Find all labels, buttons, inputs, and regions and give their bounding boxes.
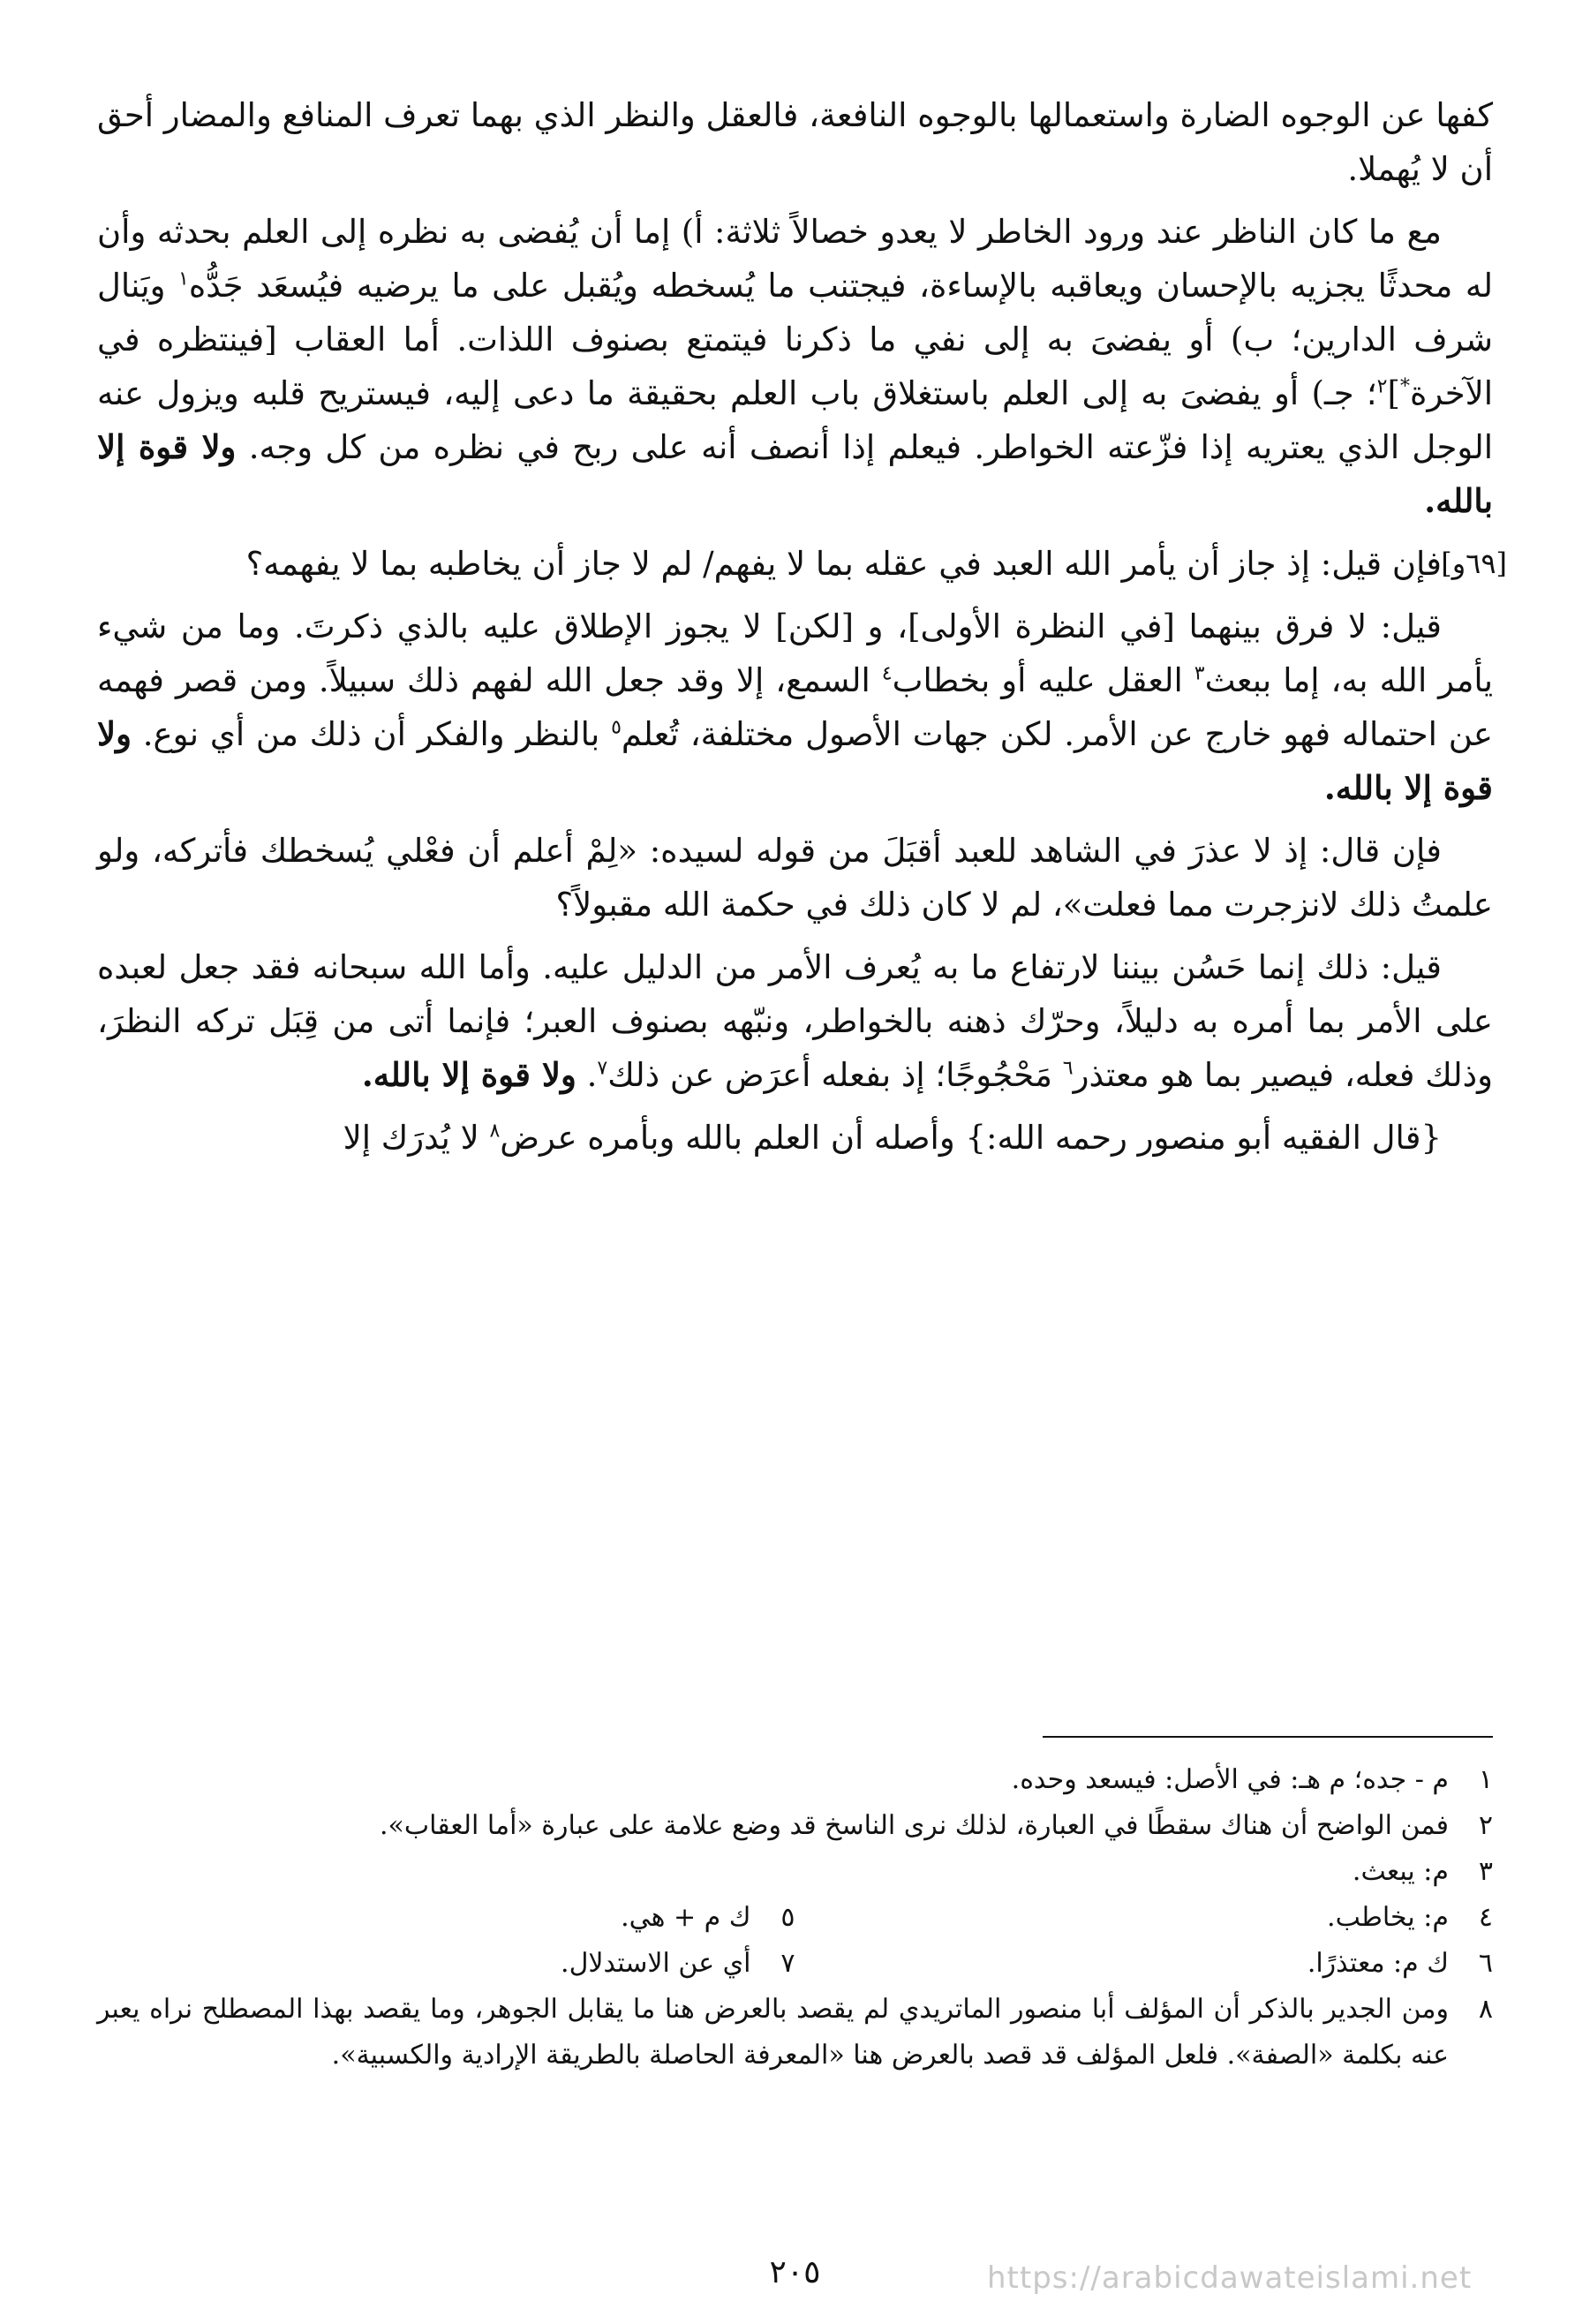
paragraph-5-text: فإن قال: إذ لا عذرَ في الشاهد للعبد أقبَلَ من قوله لسيده: «لِمْ أعلم أن فعْلي يُسخطك فأتركه، ولو علمتُ ذلك لانزجرت مما فعلت»، لم لا كان ذلك في حكمة الله مقبولاً؟: [97, 832, 1493, 924]
footnotes: [97, 1757, 1493, 2079]
paragraph-7: [97, 1111, 1493, 1165]
footnote-ref-3: ٣: [1194, 662, 1205, 685]
footnote-2: [97, 1803, 1493, 1849]
footnote-number: ٦: [1478, 1948, 1493, 1979]
asterisk-mark: *: [1399, 375, 1410, 398]
footnote-row-4-5: [97, 1895, 1493, 1941]
footnote-ref-8: ٨: [489, 1120, 501, 1143]
footnote-ref-5: ٥: [611, 716, 622, 739]
footnote-number: ٤: [1478, 1902, 1493, 1933]
paragraph-2: [97, 205, 1493, 528]
footnote-text: ومن الجدير بالذكر أن المؤلف أبا منصور الماتريدي لم يقصد بالعرض هنا ما يقابل الجوهر، وما يقصد بهذا المصطلح نراه يعبر عنه بكلمة «الصفة». فلعل المؤلف قد قصد بالعرض هنا «المعرفة الحاصلة بالطريقة الإرادية والكسبية».: [97, 1994, 1449, 2071]
paragraph-6-text-a: قيل: ذلك إنما حَسُن بيننا لارتفاع ما به يُعرف الأمر من الدليل عليه. وأما الله سبحانه فقد جعل لعبده على الأمر بما أمره به دليلاً، وحرّك ذهنه بالخواطر، ونبّهه بصنوف العبر؛ فإنما أتى من قِبَل تركه النظرَ، وذلك فعله، فيصير بما هو معتذر: [97, 948, 1493, 1094]
footnote-number: ٣: [1478, 1856, 1493, 1887]
paragraph-2-text-b: ويَنال شرف الدارين؛ ب) أو يفضىَ به إلى نفي ما ذكرنا فيتمتع بصنوف اللذات. أما العقاب [فينتظره في الآخرة: [97, 267, 1493, 412]
footnote-ref-2: ٢: [1376, 375, 1388, 398]
paragraph-5: [97, 824, 1493, 932]
footnote-ref-1: ١: [178, 268, 189, 290]
footnote-1: [97, 1757, 1493, 1803]
paragraph-4-text-b: العقل عليه أو بخطاب: [892, 661, 1194, 699]
manuscript-folio-ref: [٦٩و]: [1441, 547, 1507, 580]
footnote-text: ك م: معتذرًا.: [1307, 1948, 1449, 1979]
paragraph-4-text-d: بالنظر والفكر أن ذلك من أي نوع.: [142, 715, 612, 753]
footnote-number: ١: [1478, 1764, 1493, 1795]
paragraph-6-closing: ولا قوة إلا بالله.: [361, 1055, 576, 1094]
paragraph-6: [97, 940, 1493, 1102]
main-text: [97, 88, 1507, 1173]
footnote-number: ٨: [1478, 1994, 1493, 2025]
paragraph-2-text-d: ؛ جـ) أو يفضىَ به إلى العلم باستغلاق باب العلم بحقيقة ما دعى إليه، فيستريح قلبه ويزول عنه الوجل الذي يعتريه إذا فزّعته الخواطر. فيعلم إذا أنصف أنه على ربح في نظره من كل وجه.: [97, 374, 1493, 466]
paragraph-6-text-b: مَحْجُوجًا؛ إذ بفعله أعرَض عن ذلك: [607, 1056, 1063, 1094]
paragraph-7-text-a: {قال الفقيه أبو منصور رحمه الله:} وأصله أن العلم بالله وبأمره عرض: [500, 1119, 1442, 1157]
footnote-text: م: يخاطب.: [1327, 1902, 1449, 1933]
footnote-number: ٧: [780, 1948, 795, 1979]
paragraph-7-text-b: لا يُدرَك إلا: [343, 1119, 490, 1157]
paragraph-1-text: كفها عن الوجوه الضارة واستعمالها بالوجوه النافعة، فالعقل والنظر الذي بهما تعرف المنافع والمضار أحق أن لا يُهملا.: [97, 96, 1493, 188]
footnote-ref-7: ٧: [597, 1057, 608, 1080]
paragraph-4-text-a: قيل: لا فرق بينهما [في النظرة الأولى]، و [لكن] لا يجوز الإطلاق عليه بالذي ذكرتَ. وما من شيء يأمر الله به، إما ببعث: [97, 607, 1493, 699]
footnote-number: ٢: [1478, 1810, 1493, 1841]
footnote-text: م: يبعث.: [1352, 1856, 1449, 1887]
footnote-divider: [1043, 1736, 1493, 1738]
paragraph-1: [97, 88, 1493, 196]
paragraph-4-text-c: السمع، إلا وقد جعل الله لفهم ذلك سبيلاً. ومن قصر فهمه عن احتماله فهو خارج عن الأمر. لكن جهات الأصول مختلفة، تُعلم: [97, 661, 1494, 753]
footnote-ref-4: ٤: [881, 662, 893, 685]
footnote-text: م - جده؛ م هـ: في الأصل: فيسعد وحده.: [1011, 1764, 1449, 1795]
paragraph-6-text-c: .: [576, 1056, 598, 1094]
paragraph-4-closing: ولا قوة إلا بالله.: [97, 714, 1493, 807]
footnote-row-6-7: [97, 1941, 1493, 1987]
paragraph-4: [97, 600, 1493, 815]
footnote-ref-6: ٦: [1062, 1057, 1074, 1080]
footnote-text: أي عن الاستدلال.: [561, 1948, 751, 1979]
footnote-8: [97, 1987, 1493, 2079]
paragraph-2-closing: ولا قوة إلا بالله.: [97, 427, 1493, 520]
footnote-7: [97, 1941, 795, 1987]
paragraph-2-bracket: ]: [1387, 374, 1400, 412]
page-number: ٢٠٥: [769, 2254, 821, 2290]
paragraph-2-text-a: مع ما كان الناظر عند ورود الخاطر لا يعدو خصالاً ثلاثة: أ) إما أن يُفضى به نظره إلى العلم بحدثه وأن له محدثًا يجزيه بالإحسان ويعاقبه بالإساءة، فيجتنب ما يُسخطه ويُقبل على ما يرضيه فيُسعَد جَدُّه: [97, 213, 1493, 305]
footnote-6: [795, 1941, 1494, 1987]
watermark-url: https://arabicdawateislami.net: [987, 2260, 1473, 2296]
footnote-5: [97, 1895, 795, 1941]
footnote-3: [97, 1849, 1493, 1895]
footnote-4: [795, 1895, 1494, 1941]
footnote-number: ٥: [780, 1902, 795, 1933]
paragraph-3: [97, 537, 1507, 591]
footnote-text: فمن الواضح أن هناك سقطًا في العبارة، لذلك نرى الناسخ قد وضع علامة على عبارة «أما العقاب».: [379, 1810, 1449, 1841]
paragraph-3-text: فإن قيل: إذ جاز أن يأمر الله العبد في عقله بما لا يفهم/ لم لا جاز أن يخاطبه بما لا يفهمه؟: [245, 545, 1442, 583]
footnote-text: ك م + هي.: [621, 1902, 751, 1933]
